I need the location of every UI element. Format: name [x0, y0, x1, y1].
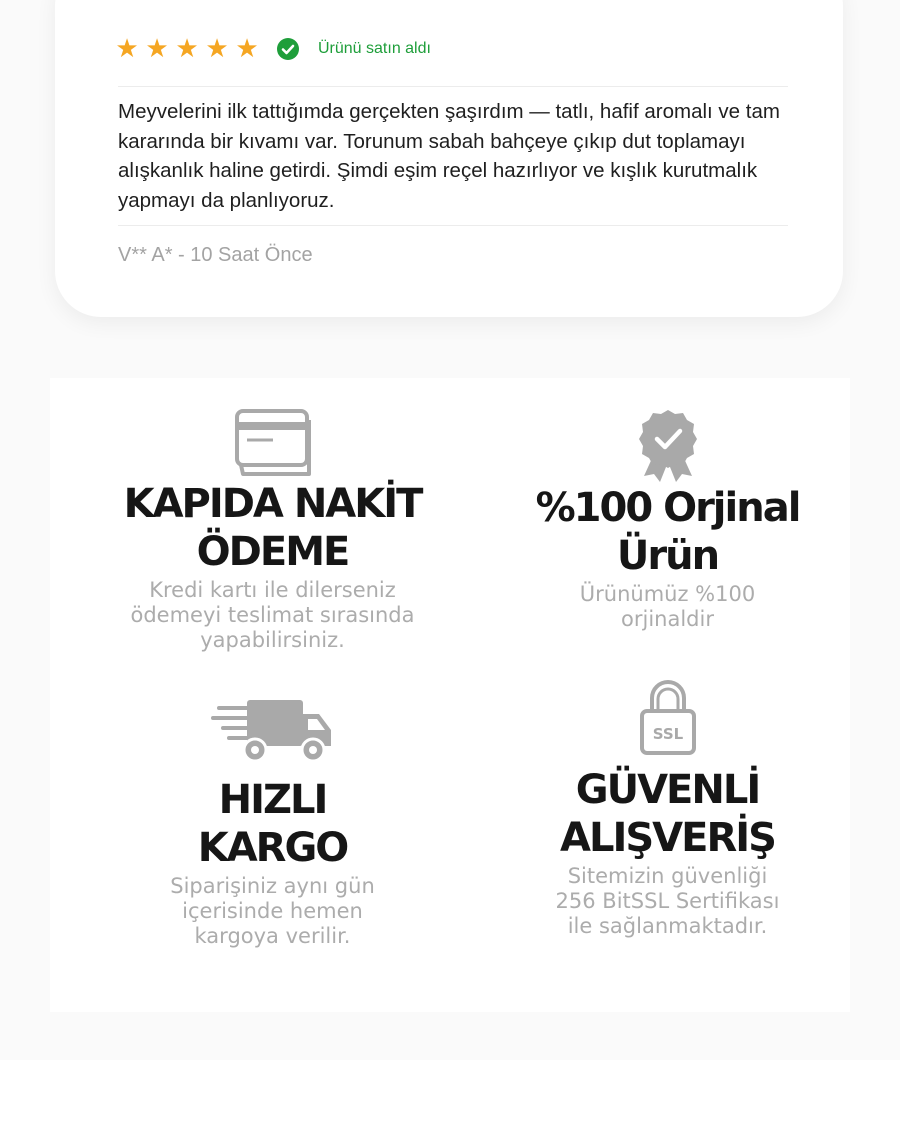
feature-title: Ürün	[616, 533, 719, 579]
review-divider	[118, 225, 788, 226]
feature-title: KARGO	[197, 825, 348, 871]
star-rating	[115, 36, 259, 62]
feature-description: kargoya verilir.	[194, 924, 351, 948]
delivery-truck-icon	[211, 698, 335, 764]
feature-description: 256 BitSSL Sertifikası	[555, 889, 780, 913]
feature-original-product	[510, 408, 825, 632]
page-footer-space	[0, 1060, 900, 1125]
star-icon: ★	[145, 34, 169, 64]
credit-card-icon	[233, 408, 313, 480]
badge-check-icon	[638, 408, 698, 484]
feature-cash-on-delivery	[110, 408, 435, 653]
feature-title: KAPIDA NAKİT	[123, 481, 422, 527]
review-author-time: V** A* - 10 Saat Önce	[118, 244, 313, 266]
feature-title: ÖDEME	[196, 529, 349, 575]
review-text: Meyvelerini ilk tattığımda gerçekten şaşırdım — tatlı, hafif aromalı ve tam kararında bir kıvamı var. Torunum sabah bahçeye çıkıp dut toplamayı alışkanlık haline getirdi. Şimdi eşim reçel hazırlıyor ve kışlık kurutmalık yapmayı da planlıyoruz.	[118, 100, 780, 212]
feature-description: Sitemizin güvenliği	[567, 864, 768, 888]
features-panel	[50, 378, 850, 1012]
feature-description: ile sağlanmaktadır.	[567, 914, 768, 938]
feature-description: Ürünümüz %100	[579, 582, 756, 606]
ssl-lock-icon	[638, 678, 698, 758]
verified-check-icon	[277, 38, 299, 60]
feature-description: içerisinde hemen	[182, 899, 363, 923]
feature-description: orjinaldir	[621, 607, 714, 631]
review-divider	[118, 86, 788, 87]
feature-title: %100 Orjinal	[535, 485, 800, 531]
feature-description: Siparişiniz aynı gün	[170, 874, 375, 898]
feature-description: ödemeyi teslimat sırasında	[130, 603, 415, 627]
star-icon: ★	[235, 34, 259, 64]
feature-description: yapabilirsiniz.	[200, 628, 345, 652]
feature-title: HIZLI	[218, 777, 327, 823]
feature-title: ALIŞVERİŞ	[560, 815, 775, 861]
feature-description: Kredi kartı ile dilerseniz	[149, 578, 396, 602]
star-icon: ★	[175, 34, 199, 64]
verified-purchase-label: Ürünü satın aldı	[318, 40, 431, 57]
feature-fast-shipping	[110, 698, 435, 949]
svg-text:SSL: SSL	[652, 725, 683, 743]
star-icon: ★	[205, 34, 229, 64]
feature-title: GÜVENLİ	[575, 767, 760, 813]
star-icon: ★	[115, 34, 139, 64]
feature-secure-shopping	[510, 678, 825, 939]
